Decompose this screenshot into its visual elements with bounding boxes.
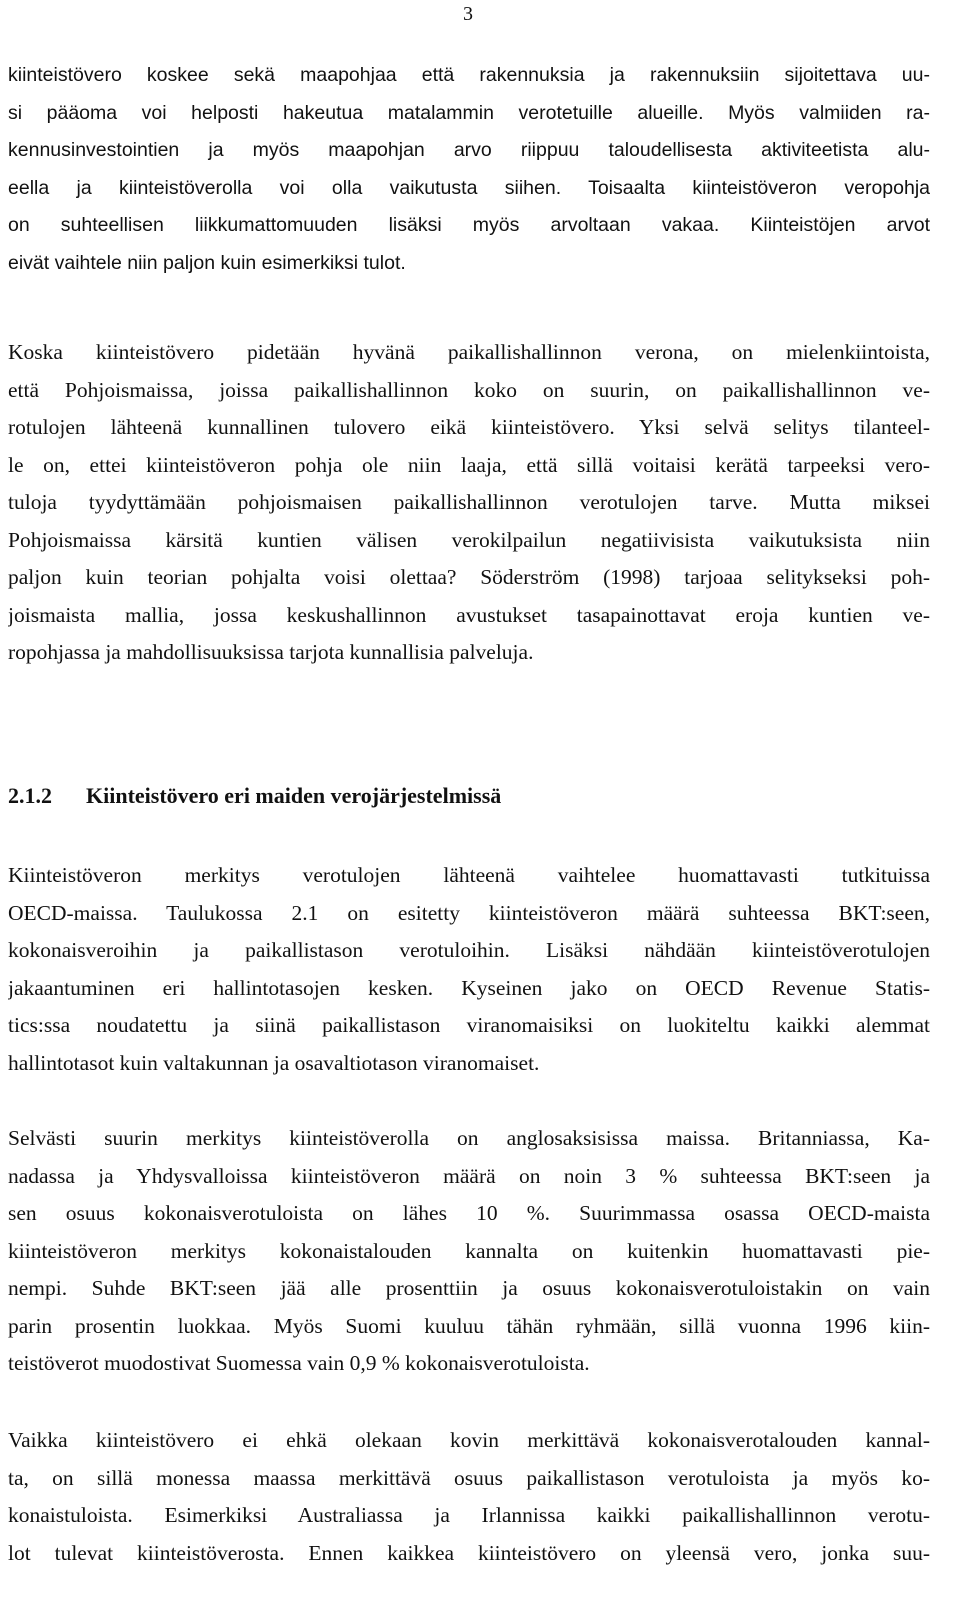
text-line: Selvästi suurin merkitys kiinteistöverolla on anglosaksisissa maissa. Britanniassa, Ka- — [8, 1126, 930, 1150]
text-line: rotulojen lähteenä kunnallinen tulovero eikä kiinteistövero. Yksi selvä selitys tilanteel- — [8, 415, 930, 439]
text-line: Vaikka kiinteistövero ei ehkä olekaan kovin merkittävä kokonaisverotalouden kannal- — [8, 1428, 930, 1452]
section-heading — [8, 778, 501, 814]
paragraph-local-significance — [8, 1422, 930, 1572]
section-number: 2.1.2 — [8, 783, 52, 808]
text-line: eella ja kiinteistöverolla voi olla vaikutusta siihen. Toisaalta kiinteistöveron veropohja — [8, 176, 930, 199]
text-line: kiinteistöveron merkitys kokonaistalouden kannalta on kuitenkin huomattavasti pie- — [8, 1238, 930, 1263]
text-line: kennusinvestointien ja myös maapohjan arvo riippuu taloudellisesta aktiviteetista alu- — [8, 139, 930, 161]
text-line: että Pohjoismaissa, joissa paikallishallinnon koko on suurin, on paikallishallinnon ve- — [8, 377, 930, 402]
text-line: tuloja tyydyttämään pohjoismaisen paikallishallinnon verotulojen tarve. Mutta miksei — [8, 490, 930, 514]
text-line: Koska kiinteistövero pidetään hyvänä paikallishallinnon verona, on mielenkiintoista, — [8, 340, 930, 364]
text-line: teistöverot muodostivat Suomessa vain 0,9 % kokonaisverotuloista. — [8, 1351, 590, 1375]
text-line: kiinteistövero koskee sekä maapohjaa että rakennuksia ja rakennuksiin sijoitettava uu- — [8, 64, 930, 86]
text-line: eivät vaihtele niin paljon kuin esimerkiksi tulot. — [8, 251, 406, 274]
text-line: Kiinteistöveron merkitys verotulojen lähteenä vaihtelee huomattavasti tutkituissa — [8, 863, 930, 887]
text-line: Pohjoismaissa kärsitä kuntien välisen verokilpailun negatiivisista vaikutuksista niin — [8, 527, 930, 552]
text-line: OECD-maissa. Taulukossa 2.1 on esitetty kiinteistöveron määrä suhteessa BKT:seen, — [8, 900, 930, 925]
section-title: Kiinteistövero eri maiden verojärjestelmissä — [86, 783, 502, 808]
text-line: nempi. Suhde BKT:seen jää alle prosenttiin ja osuus kokonaisverotuloistakin on vain — [8, 1276, 930, 1300]
text-line: si pääoma voi helposti hakeutua matalammin verotetuille alueille. Myös valmiiden ra- — [8, 101, 930, 124]
paragraph-anglo-saxon-countries — [8, 1120, 930, 1383]
paragraph-nordic-countries — [8, 334, 930, 672]
text-line: joismaista mallia, jossa keskushallinnon avustukset tasapainottavat eroja kuntien ve- — [8, 602, 930, 627]
text-line: parin prosentin luokkaa. Myös Suomi kuuluu tähän ryhmään, sillä vuonna 1996 kiin- — [8, 1313, 930, 1338]
text-line: paljon kuin teorian pohjalta voisi olettaa? Söderström (1998) tarjoaa selitykseksi poh- — [8, 565, 930, 589]
text-line: tics:ssa noudatettu ja siinä paikallistason viranomaisiksi on luokiteltu kaikki alemmat — [8, 1013, 930, 1037]
text-line: jakaantuminen eri hallintotasojen kesken. Kyseinen jako on OECD Revenue Statis- — [8, 975, 930, 1000]
text-line: lot tulevat kiinteistöverosta. Ennen kaikkea kiinteistövero on yleensä vero, jonka suu- — [8, 1540, 930, 1565]
text-line: ta, on sillä monessa maassa merkittävä osuus paikallistason verotuloista ja myös ko- — [8, 1465, 930, 1490]
text-line: on suhteellisen liikkumattomuuden lisäksi myös arvoltaan vakaa. Kiinteistöjen arvot — [8, 214, 930, 236]
text-line: hallintotasot kuin valtakunnan ja osavaltiotason viranomaiset. — [8, 1050, 540, 1075]
text-line: kokonaisveroihin ja paikallistason verotuloihin. Lisäksi nähdään kiinteistöverotulojen — [8, 938, 930, 962]
text-line: ropohjassa ja mahdollisuuksissa tarjota kunnallisia palveluja. — [8, 640, 534, 664]
text-line: sen osuus kokonaisverotuloista on lähes 10 %. Suurimmassa osassa OECD-maista — [8, 1201, 930, 1225]
paragraph-oecd-variation — [8, 857, 930, 1082]
paragraph-property-tax-mobility — [8, 57, 930, 282]
text-line: nadassa ja Yhdysvalloissa kiinteistöveron määrä on noin 3 % suhteessa BKT:seen ja — [8, 1163, 930, 1188]
text-line: konaistuloista. Esimerkiksi Australiassa ja Irlannissa kaikki paikallishallinnon verotu- — [8, 1503, 930, 1527]
page-number: 3 — [463, 3, 473, 25]
text-line: le on, ettei kiinteistöveron pohja ole niin laaja, että sillä voitaisi kerätä tarpeeksi vero- — [8, 452, 930, 477]
